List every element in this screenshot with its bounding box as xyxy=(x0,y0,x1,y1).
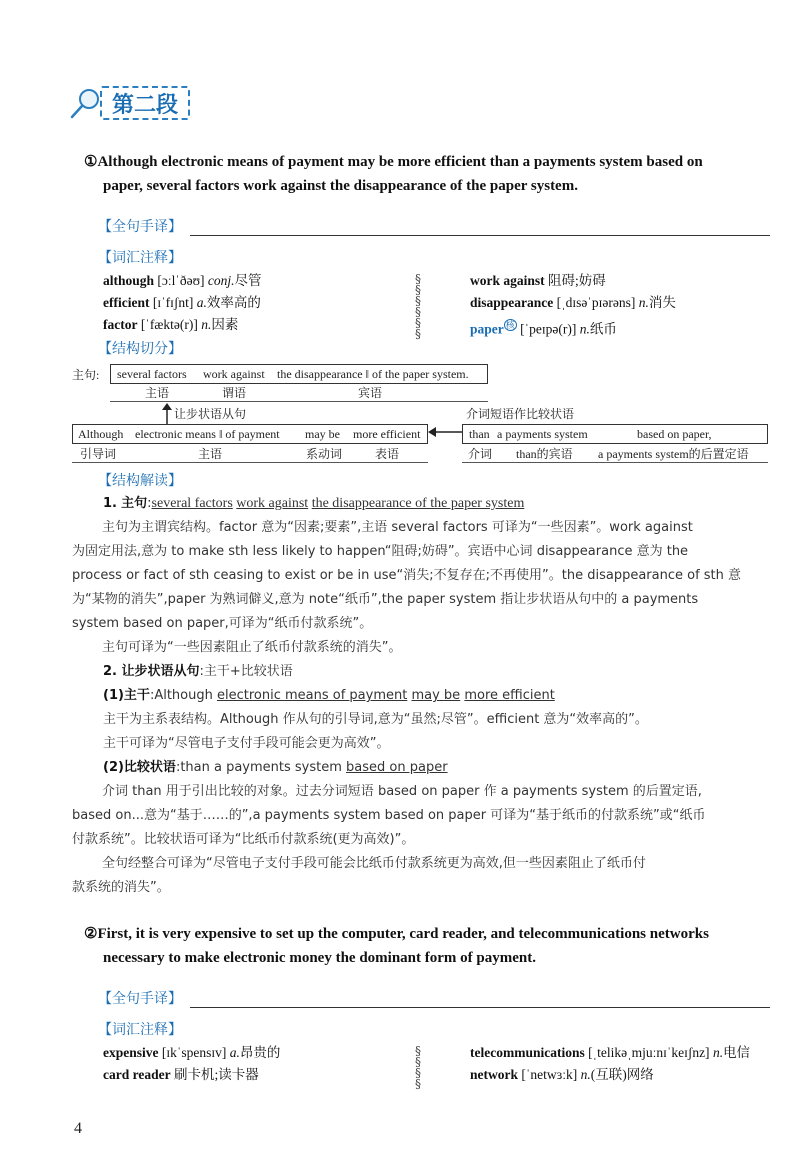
main-role-predicate: 谓语 xyxy=(222,386,247,400)
vocab-item: card reader 刷卡机;读卡器 xyxy=(103,1067,259,1082)
up-arrow-icon xyxy=(160,402,174,424)
right-role-modifier: a payments system的后置定语 xyxy=(598,447,749,461)
vocab-label-1: 【词汇注释】 xyxy=(98,250,182,266)
vocab-right-2 xyxy=(470,1042,750,1086)
translation-blank-2[interactable] xyxy=(190,1007,770,1008)
left-arrow-icon xyxy=(428,426,462,438)
core-badge-icon: 核 xyxy=(505,320,515,330)
right-role-object: than的宾语 xyxy=(516,447,573,461)
right-part-object: a payments system xyxy=(497,427,588,441)
right-part-prep: than xyxy=(469,427,490,441)
analysis-p2b-body: 介词 than 用于引出比较的对象。过去分词短语 based on paper 作 a payments system 的后置定语, based on...意为“基于……的”,a payments system based on paper 可译为“基于纸币的付款系统”或“纸币 付款系统”。比较状语可译为“比纸币付款系统(更为高效)”。 全句经整合可译为“尽管电子支付手段可能会比纸币付款系统更为高效,但一些因素阻止了纸币付 款系统的消失”。 xyxy=(72,784,706,895)
concession-caption: 让步状语从句 xyxy=(174,407,247,421)
diagram-main-box xyxy=(110,364,488,384)
left-role-linking: 系动词 xyxy=(306,447,343,461)
diagram-left-box xyxy=(72,424,428,444)
left-part-subject: electronic means ‖ of payment xyxy=(135,427,280,441)
vocab-item: factor [ˈfæktə(r)] n.因素 xyxy=(103,317,239,332)
translation-blank-1[interactable] xyxy=(190,235,770,236)
analysis-p1-body: 主句为主谓宾结构。factor 意为“因素;要素”,主语 several factors 可译为“一些因素”。work against 为固定用法,意为 to make sth less likely to happen“阻碍;妨碍”。宾语中心词 disappearance 意为 the process or fact of sth ceasing to exist or be in use“消失;不复存在;不再使用”。the disappearance of sth 意 为“某物的消失”,paper 为熟词僻义,意为 note“纸币”,the paper system 指让步状语从句中的 a payments system based on paper,可译为“纸币付款系统”。 主句可译为“一些因素阻止了纸币付款系统的消失”。 xyxy=(72,520,742,655)
vocab-label-2: 【词汇注释】 xyxy=(98,1022,182,1038)
vocab-item: telecommunications [ˌtelikəˌmjuːnɪˈkeɪʃnz] n.电信 xyxy=(470,1045,751,1060)
vocab-item: work against 阻碍;妨碍 xyxy=(470,273,606,288)
main-role-subject: 主语 xyxy=(145,386,170,400)
analysis-p1-heading: 1. 主句:several factors work against the disappearance of the paper system xyxy=(103,496,525,511)
analysis-p2a-heading: (1)主干:Although electronic means of payment may be more efficient xyxy=(103,688,555,703)
structure-label: 【结构切分】 xyxy=(98,341,182,357)
right-role-prep: 介词 xyxy=(468,447,493,461)
analysis-label: 【结构解读】 xyxy=(98,473,182,489)
main-role-object: 宾语 xyxy=(358,386,383,400)
main-part-predicate: work against xyxy=(203,367,265,381)
section-title: 第二段 xyxy=(111,92,178,118)
sentence-2-line-2: necessary to make electronic money the dominant form of payment. xyxy=(103,950,536,966)
left-role-conj: 引导词 xyxy=(80,447,117,461)
translation-label-2: 【全句手译】 xyxy=(98,991,182,1007)
vocab-item: disappearance [ˌdɪsəˈpɪərəns] n.消失 xyxy=(470,295,676,310)
section-title-box xyxy=(100,86,190,120)
translation-label-1: 【全句手译】 xyxy=(98,219,182,235)
analysis-p2a-line1: 主干为主系表结构。Although 作从句的引导词,意为“虽然;尽管”。efficient 意为“效率高的”。 xyxy=(103,712,648,727)
vocab-divider-1: § § § § § § xyxy=(415,272,421,341)
sentence-2-line-1: ②First, it is very expensive to set up the computer, card reader, and telecommunications networks xyxy=(84,926,709,942)
left-role-predicative: 表语 xyxy=(375,447,400,461)
left-part-linking: may be xyxy=(305,427,340,441)
vocab-item: efficient [ɪˈfɪʃnt] a.效率高的 xyxy=(103,295,261,310)
main-part-object: the disappearance ‖ of the paper system. xyxy=(277,367,469,381)
sentence-1-line-1: ①Although electronic means of payment may be more efficient than a payments system based on xyxy=(84,154,703,170)
vocab-item: network [ˈnetwɜːk] n.(互联)网络 xyxy=(470,1067,654,1082)
main-part-subject: several factors xyxy=(117,367,187,381)
right-caption: 介词短语作比较状语 xyxy=(466,407,575,421)
analysis-p2b-heading: (2)比较状语:than a payments system based on paper xyxy=(103,760,448,775)
vocab-left-1 xyxy=(103,270,262,336)
vocab-item: paper $^核$ [ˈpeɪpə(r)] n.纸币 xyxy=(470,320,617,337)
left-role-subject: 主语 xyxy=(198,447,223,461)
diagram-right-box xyxy=(462,424,768,444)
page-number: 4 xyxy=(74,1120,82,1137)
left-part-predicative: more efficient xyxy=(353,427,421,441)
vocab-divider-2: § § § § xyxy=(415,1044,421,1091)
vocab-right-1 xyxy=(470,270,676,341)
analysis-p2a-line2: 主干可译为“尽管电子支付手段可能会更为高效”。 xyxy=(103,736,390,751)
analysis-p2-heading: 2. 让步状语从句:主干+比较状语 xyxy=(103,664,293,679)
magnifier-icon xyxy=(68,86,102,120)
diagram-main-label: 主句: xyxy=(72,368,100,382)
sentence-1-line-2: paper, several factors work against the disappearance of the paper system. xyxy=(103,178,578,194)
left-part-conj: Although xyxy=(78,427,124,441)
vocab-item: although [ɔːlˈðəʊ] conj.尽管 xyxy=(103,273,262,288)
vocab-left-2 xyxy=(103,1042,280,1086)
vocab-item: expensive [ɪkˈspensɪv] a.昂贵的 xyxy=(103,1045,281,1060)
right-part-modifier: based on paper, xyxy=(637,427,712,441)
